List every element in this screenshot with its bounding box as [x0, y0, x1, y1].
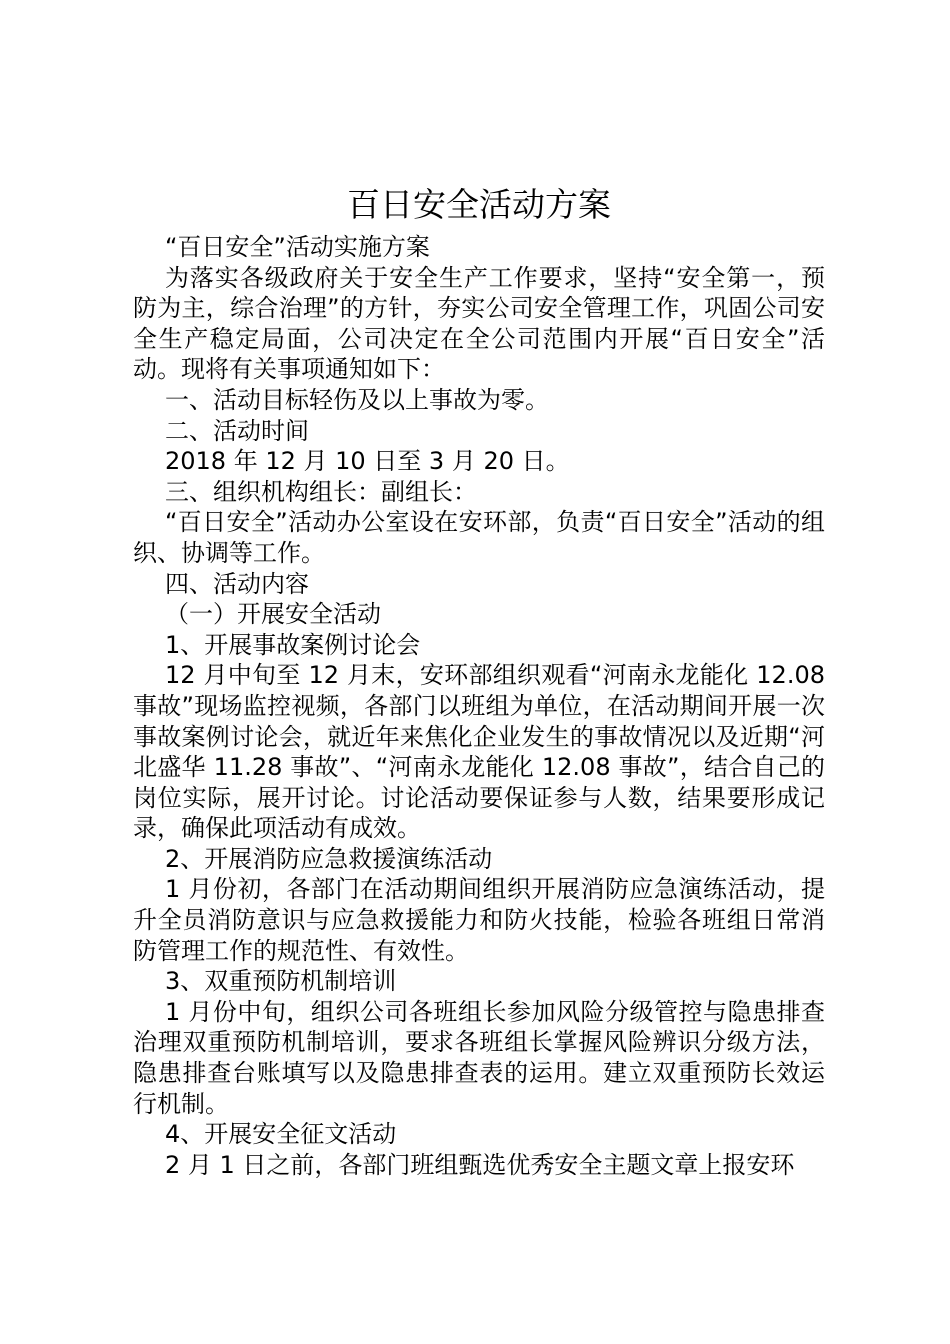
section-content-heading: 四、活动内容 [165, 569, 309, 598]
item-2-heading: 2、开展消防应急救援演练活动 [165, 844, 493, 873]
section-time-heading: 二、活动时间 [165, 416, 309, 445]
section-time-value: 2018 年 12 月 10 日至 3 月 20 日。 [165, 447, 570, 476]
subsection-activities-heading: （一）开展安全活动 [165, 600, 381, 629]
document-title: 百日安全活动方案 [347, 185, 611, 224]
item-3-body: 1 月份中旬，组织公司各班组长参加风险分级管控与隐患排查治理双重预防机制培训，要求各班组长掌握风险辨识分级方法，隐患排查台账填写以及隐患排查表的运用。建立双重预防长效运行机制。 [133, 997, 825, 1118]
subtitle-paragraph: “百日安全”活动实施方案 [165, 233, 430, 261]
intro-paragraph: 为落实各级政府关于安全生产工作要求，坚持“安全第一，预防为主，综合治理”的方针，夯实公司安全管理工作，巩固公司安全生产稳定局面，公司决定在全公司范围内开展“百日安全”活动。现将有关事项通知如下： [133, 263, 825, 384]
office-paragraph: “百日安全”活动办公室设在安环部，负责“百日安全”活动的组织、协调等工作。 [133, 508, 825, 567]
item-1-body: 12 月中旬至 12 月末，安环部组织观看“河南永龙能化 12.08 事故”现场监控视频，各部门以班组为单位，在活动期间开展一次事故案例讨论会，就近年来焦化企业发生的事故情况以及近期“河北盛华 11.28 事故”、“河南永龙能化 12.08 事故”，结合自己的岗位实际，展开讨论。讨论活动要保证参与人数，结果要形成记录，确保此项活动有成效。 [133, 661, 825, 843]
item-3-heading: 3、双重预防机制培训 [165, 967, 397, 996]
document-page [133, 180, 825, 1180]
section-goal: 一、活动目标轻伤及以上事故为零。 [165, 385, 549, 414]
item-4-heading: 4、开展安全征文活动 [165, 1120, 397, 1149]
section-organization: 三、组织机构组长：副组长： [165, 477, 477, 506]
item-4-body: 2 月 1 日之前，各部门班组甄选优秀安全主题文章上报安环 [165, 1150, 795, 1179]
item-1-heading: 1、开展事故案例讨论会 [165, 630, 421, 659]
item-2-body: 1 月份初，各部门在活动期间组织开展消防应急演练活动，提升全员消防意识与应急救援能力和防火技能，检验各班组日常消防管理工作的规范性、有效性。 [133, 875, 825, 965]
